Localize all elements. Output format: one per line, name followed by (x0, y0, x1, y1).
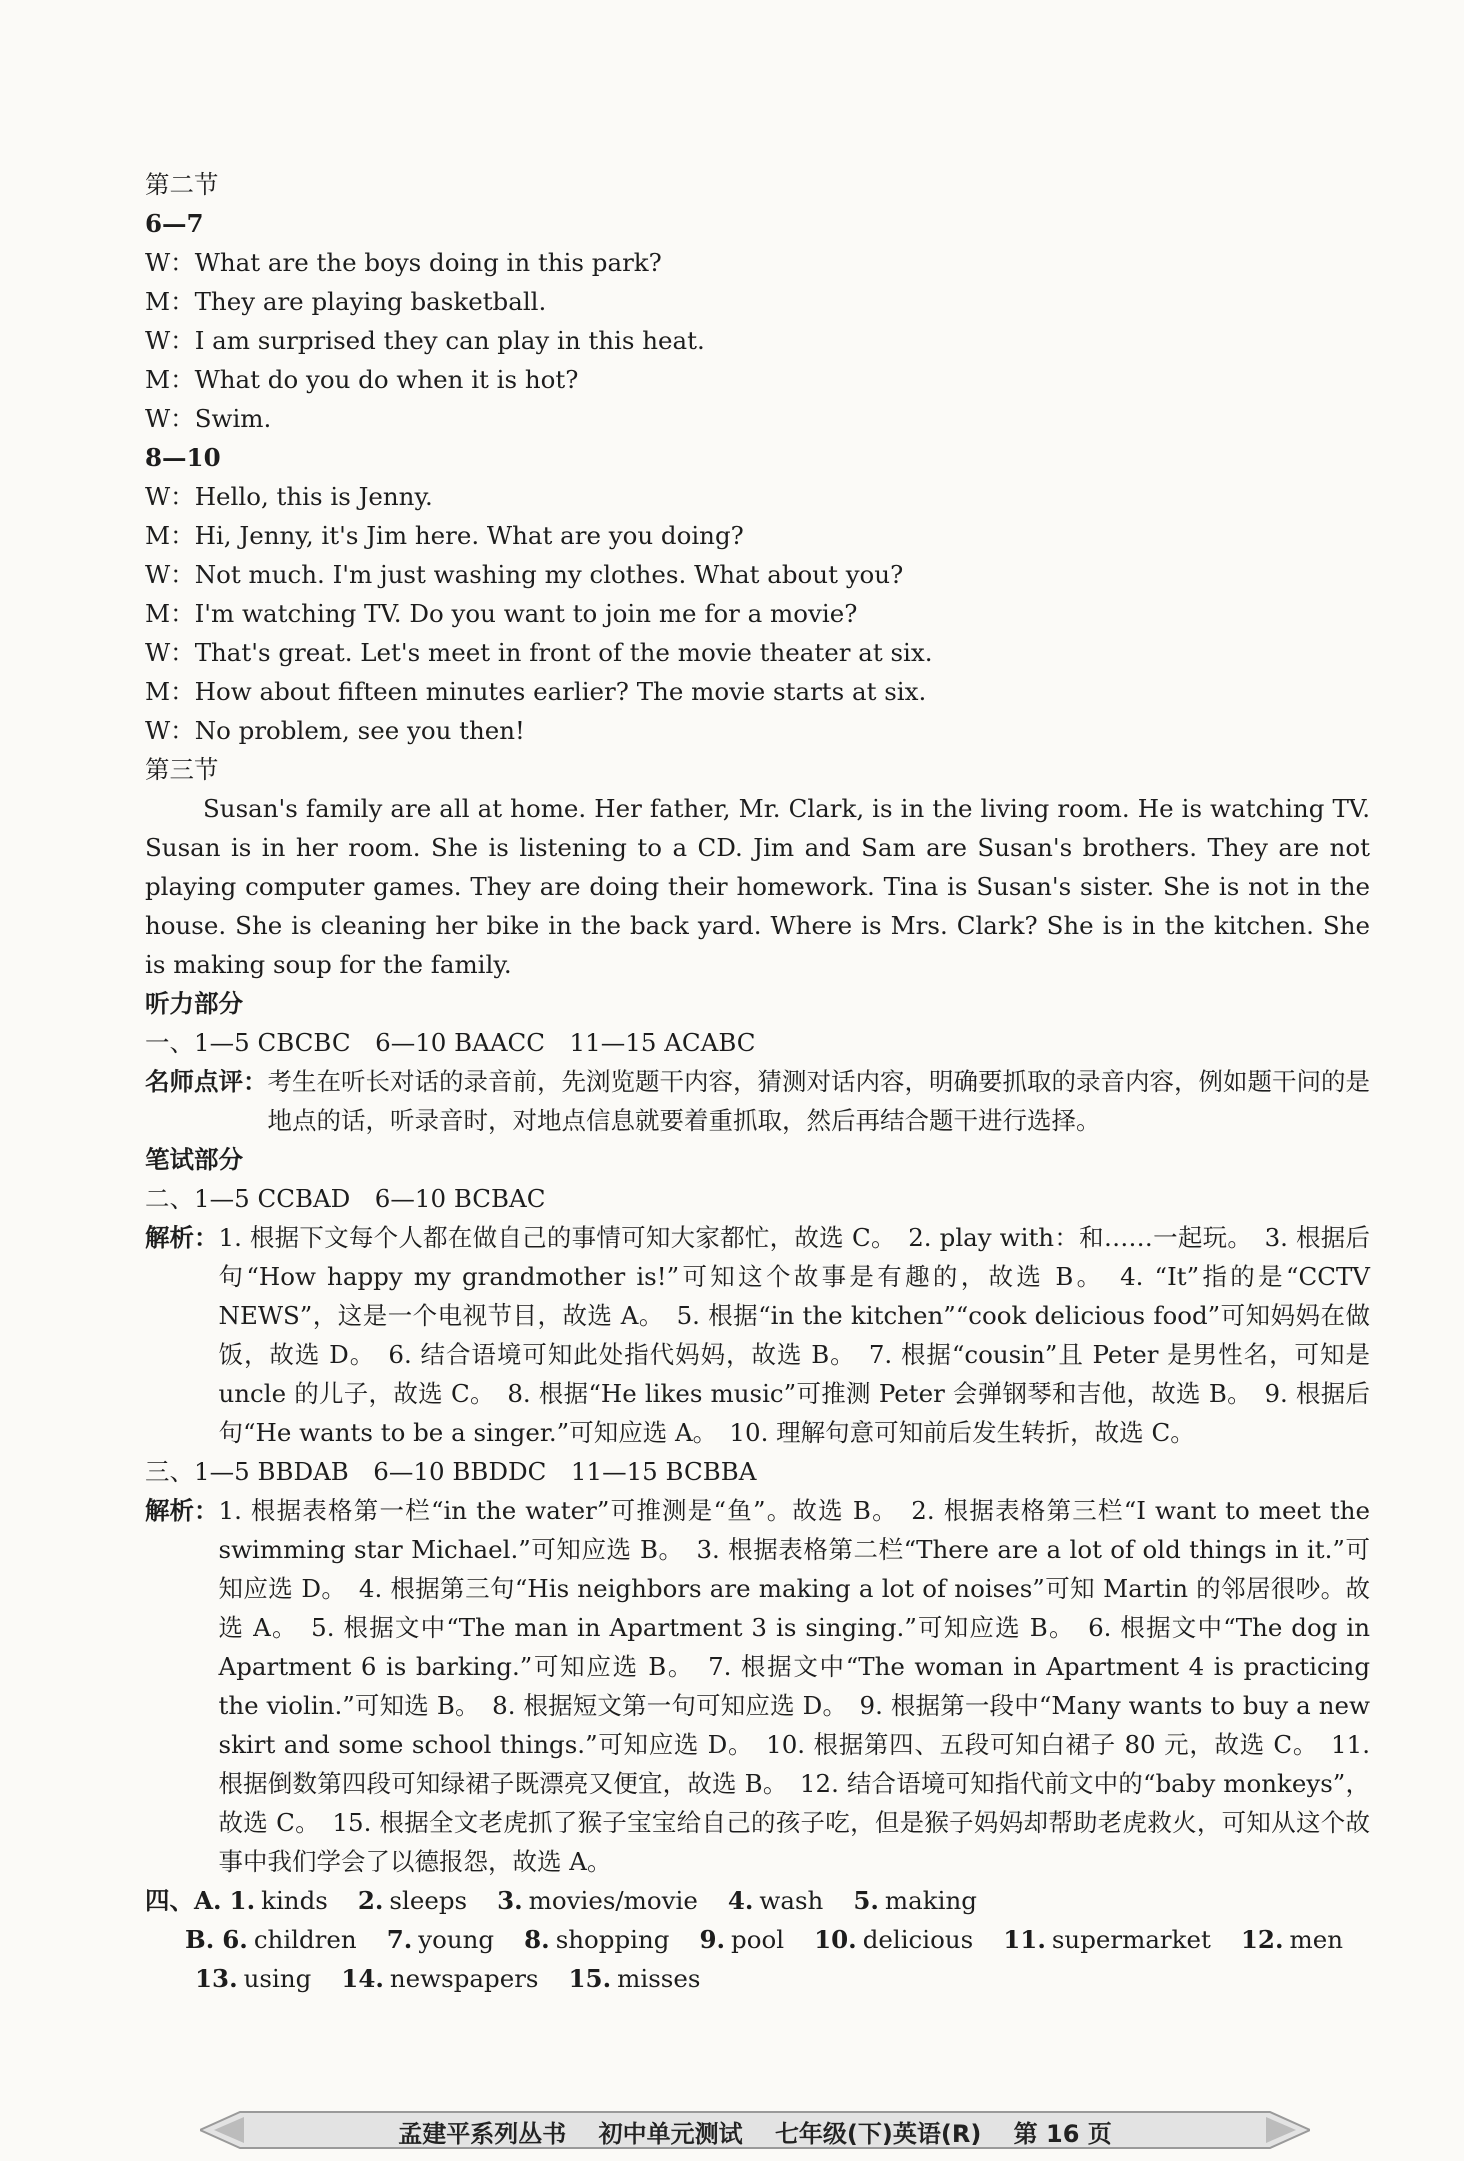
fill-answer (1241, 1920, 1343, 1959)
speaker-label: M： (145, 599, 195, 628)
book-name: 初中单元测试 (598, 2120, 743, 2148)
fill-answer (387, 1920, 494, 1959)
dialog-line (145, 594, 1370, 633)
part4-prefix: 四、 (145, 1886, 194, 1915)
answer-word: delicious (862, 1925, 974, 1954)
footer-text (200, 2114, 1310, 2149)
speaker-label: W： (145, 404, 195, 433)
dialog-line (145, 360, 1370, 399)
answer-number: 5. (853, 1886, 879, 1915)
part4-b-label: B. (185, 1925, 215, 1954)
analysis-text: 1. 根据表格第一栏“in the water”可推测是“鱼”。故选 B。 2. 根据表格第三栏“I want to meet the swimming star Michael.”可知应选 B。 3. 根据表格第二栏“There are a lot of old things in it.”可知应选 D。 4. 根据第三句“His neighbors are making a lot of noises”可知 Martin 的邻居很吵。故选 A。 5. 根据文中“The man in Apartment 3 is singing.”可知应选 B。 6. 根据文中“The dog in Apartment 6 is barking.”可知应选 B。 7. 根据文中“The woman in Apartment 4 is practicing the violin.”可知选 B。 8. 根据短文第一句可知应选 D。 9. 根据第一段中“Many wants to buy a new skirt and some school things.”可知应选 D。 10. 根据第四、五段可知白裙子 80 元，故选 C。 11. 根据倒数第四段可知绿裙子既漂亮又便宜，故选 B。 12. 结合语境可知指代前文中的“baby monkeys”，故选 C。 15. 根据全文老虎抓了猴子宝宝给自己的孩子吃，但是猴子妈妈却帮助老虎救火，可知从这个故事中我们学会了以德报怨，故选 A。 (218, 1496, 1370, 1876)
dialog-text: Swim. (194, 404, 272, 433)
listening-passage: Susan's family are all at home. Her father, Mr. Clark, is in the living room. He is watching TV. Susan is in her room. She is listening to a CD. Jim and Sam are Susan's brothers. They are not playing computer games. They are doing their homework. Tina is Susan's sister. She is not in the house. She is cleaning her bike in the back yard. Where is Mrs. Clark? She is in the kitchen. She is making soup for the family. (145, 794, 1370, 979)
answer-word: pool (731, 1925, 785, 1954)
comment-text: 考生在听长对话的录音前，先浏览题干内容，猜测对话内容，明确要抓取的录音内容，例如题干问的是地点的话，听录音时，对地点信息就要着重抓取，然后再结合题干进行选择。 (267, 1067, 1370, 1135)
fill-answer (230, 1881, 328, 1920)
dialog-text: What are the boys doing in this park? (194, 248, 662, 277)
answer-word: children (253, 1925, 357, 1954)
section-title: 第三节 (145, 755, 219, 784)
dialog-line (145, 672, 1370, 711)
part4-a-label: A. (194, 1886, 222, 1915)
part4-a-answers (145, 1881, 1370, 1920)
answer-word: shopping (555, 1925, 670, 1954)
dialog-line (145, 555, 1370, 594)
answer-number: 13. (195, 1964, 238, 1993)
answer-word: misses (617, 1964, 701, 1993)
section-title: 第二节 (145, 170, 219, 199)
analysis-label: 解析： (145, 1496, 219, 1525)
dialog-line (145, 321, 1370, 360)
fill-answer (728, 1881, 824, 1920)
dialog-text: They are playing basketball. (194, 287, 547, 316)
analysis-label: 解析： (145, 1223, 219, 1252)
grade-name: 七年级(下)英语(R) (774, 2120, 982, 2148)
answer-word: men (1289, 1925, 1343, 1954)
dialog-line (145, 282, 1370, 321)
answer-number: 9. (699, 1925, 726, 1954)
dialog-text: Hi, Jenny, it's Jim here. What are you doing? (194, 521, 744, 550)
question-group-label: 6—7 (145, 209, 204, 238)
dialog-text: How about fifteen minutes earlier? The movie starts at six. (194, 677, 927, 706)
fill-answer (699, 1920, 784, 1959)
speaker-label: M： (145, 287, 195, 316)
answer-word: sleeps (389, 1886, 468, 1915)
answer-number: 7. (386, 1925, 413, 1954)
dialog-line (145, 243, 1370, 282)
series-name: 孟建平系列丛书 (398, 2120, 567, 2148)
fill-answer (569, 1959, 701, 1998)
dialog (145, 243, 1370, 438)
answer-number: 14. (341, 1964, 384, 1993)
fill-answer (195, 1959, 311, 1998)
answer-number: 11. (1003, 1925, 1046, 1954)
part2-answers: 二、1—5 CCBAD 6—10 BCBAC (145, 1184, 546, 1213)
answer-number: 6. (222, 1925, 248, 1954)
written-heading: 笔试部分 (145, 1145, 243, 1174)
speaker-label: W： (145, 326, 195, 355)
teacher-comment (145, 1062, 1370, 1140)
answer-number: 4. (727, 1886, 754, 1915)
answer-word: supermarket (1051, 1925, 1211, 1954)
dialog-text: I'm watching TV. Do you want to join me for a movie? (194, 599, 858, 628)
answer-word: making (884, 1886, 977, 1915)
fill-answer (853, 1881, 977, 1920)
listening-answers: 一、1—5 CBCBC 6—10 BAACC 11—15 ACABC (145, 1028, 756, 1057)
fill-answer (1003, 1920, 1211, 1959)
part4-b-answers (145, 1920, 1370, 1959)
fill-answer (814, 1920, 973, 1959)
dialog-line (145, 399, 1370, 438)
dialog-text: Hello, this is Jenny. (194, 482, 433, 511)
answer-page (145, 165, 1370, 1998)
part3-answers: 三、1—5 BBDAB 6—10 BBDDC 11—15 BCBBA (145, 1457, 757, 1486)
answer-number: 3. (497, 1886, 523, 1915)
fill-answer (358, 1881, 467, 1920)
speaker-label: M： (145, 677, 195, 706)
fill-answer (524, 1920, 669, 1959)
comment-label: 名师点评： (145, 1067, 268, 1096)
answer-word: newspapers (389, 1964, 539, 1993)
dialog-line (145, 516, 1370, 555)
speaker-label: M： (145, 521, 195, 550)
fill-answer (222, 1920, 356, 1959)
part3-analysis (145, 1491, 1370, 1881)
dialog-text: I am surprised they can play in this heat. (194, 326, 705, 355)
listening-heading: 听力部分 (145, 989, 243, 1018)
speaker-label: W： (145, 248, 195, 277)
speaker-label: M： (145, 365, 195, 394)
answer-number: 15. (568, 1964, 612, 1993)
answer-word: young (418, 1925, 495, 1954)
speaker-label: W： (145, 716, 195, 745)
dialog-text: Not much. I'm just washing my clothes. What about you? (194, 560, 904, 589)
fill-answer (497, 1881, 698, 1920)
answer-number: 12. (1240, 1925, 1284, 1954)
dialog-line (145, 711, 1370, 750)
answer-number: 8. (524, 1925, 550, 1954)
dialog-text: What do you do when it is hot? (194, 365, 579, 394)
speaker-label: W： (145, 560, 195, 589)
page-footer (200, 2108, 1310, 2152)
part2-analysis (145, 1218, 1370, 1452)
dialog-text: No problem, see you then! (194, 716, 525, 745)
answer-word: kinds (261, 1886, 328, 1915)
answer-number: 1. (229, 1886, 256, 1915)
answer-word: movies/movie (528, 1886, 698, 1915)
answer-number: 2. (357, 1886, 384, 1915)
speaker-label: W： (145, 482, 195, 511)
dialog (145, 477, 1370, 750)
page-number: 第 16 页 (1013, 2120, 1112, 2148)
dialog-text: That's great. Let's meet in front of the movie theater at six. (194, 638, 933, 667)
fill-answer (341, 1959, 538, 1998)
part4-b-answers-cont (145, 1959, 1370, 1998)
answer-word: using (243, 1964, 312, 1993)
dialog-line (145, 633, 1370, 672)
dialog-line (145, 477, 1370, 516)
speaker-label: W： (145, 638, 195, 667)
analysis-text: 1. 根据下文每个人都在做自己的事情可知大家都忙，故选 C。 2. play with：和……一起玩。 3. 根据后句“How happy my grandmother is!”可知这个故事是有趣的，故选 B。 4. “It”指的是“CCTV NEWS”，这是一个电视节目，故选 A。 5. 根据“in the kitchen”“cook delicious food”可知妈妈在做饭，故选 D。 6. 结合语境可知此处指代妈妈，故选 B。 7. 根据“cousin”且 Peter 是男性名，可知是 uncle 的儿子，故选 C。 8. 根据“He likes music”可推测 Peter 会弹钢琴和吉他，故选 B。 9. 根据后句“He wants to be a singer.”可知应选 A。 10. 理解句意可知前后发生转折，故选 C。 (218, 1223, 1370, 1447)
question-group-label: 8—10 (145, 443, 221, 472)
answer-number: 10. (814, 1925, 857, 1954)
answer-word: wash (759, 1886, 824, 1915)
